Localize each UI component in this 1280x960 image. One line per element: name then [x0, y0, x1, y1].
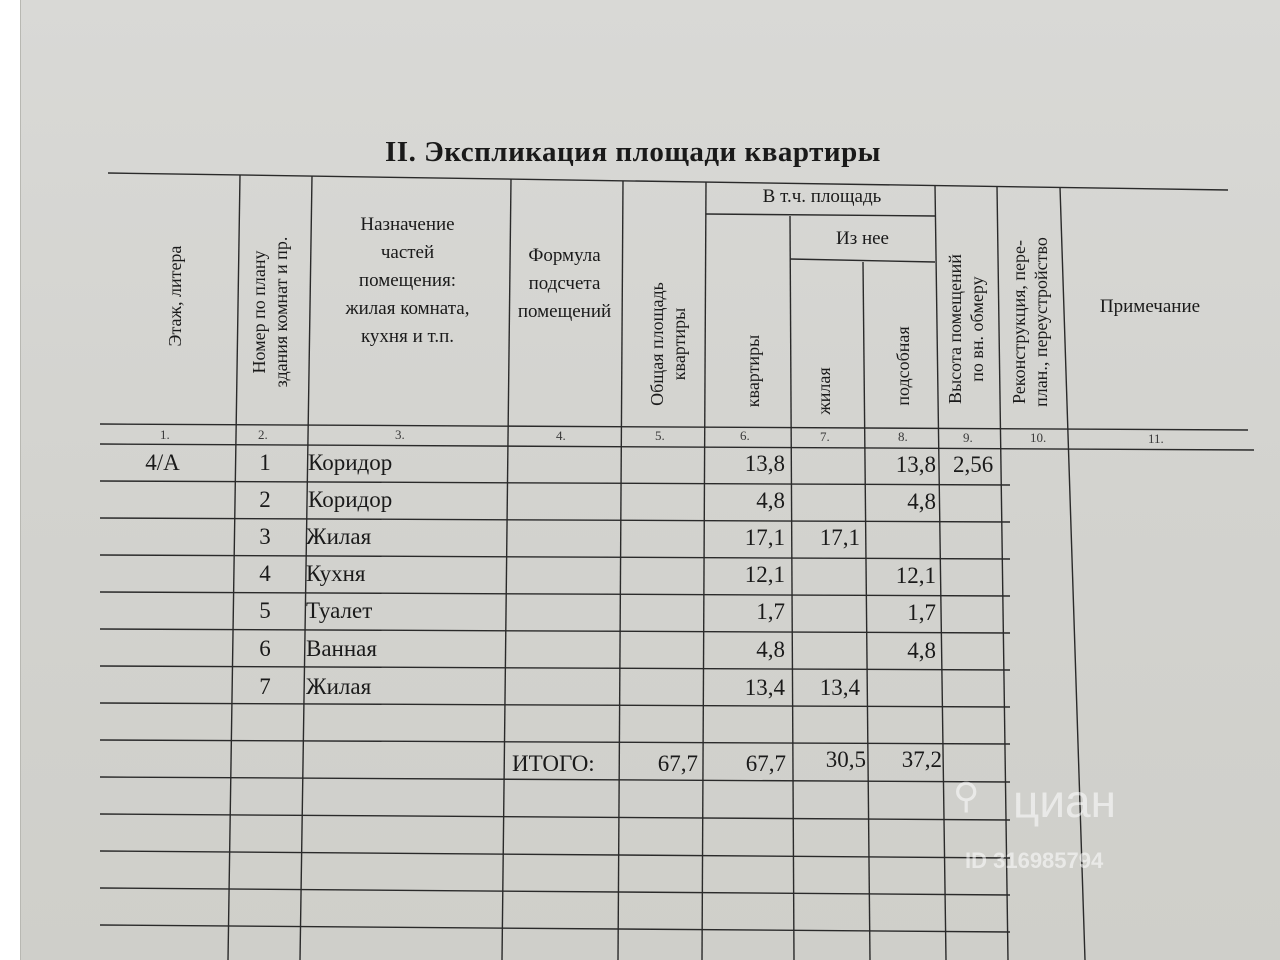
row-line	[100, 703, 1010, 707]
page-title: II. Экспликация площади квартиры	[385, 136, 881, 168]
col-number: 8.	[898, 429, 908, 444]
room-number-cell: 4	[259, 561, 271, 586]
row-line	[100, 481, 1010, 485]
apartment-area-cell: 4,8	[756, 637, 785, 662]
total-area-cell: 67,7	[657, 751, 698, 776]
room-name-cell: Коридор	[308, 450, 393, 475]
row-line	[100, 925, 1010, 932]
row-line	[100, 592, 1010, 596]
row-line	[100, 851, 1010, 858]
subgroup-divider-line	[790, 259, 935, 262]
row-line	[100, 888, 1010, 895]
column-line	[228, 175, 240, 960]
room-name-cell: Кухня	[306, 561, 366, 586]
room-number-cell: 7	[259, 674, 271, 699]
header-room-number: Номер по плану здания комнат и пр.	[249, 236, 291, 388]
header-reconstruction: Реконструкция, пере- план., переустройство	[1009, 237, 1051, 407]
apartment-area-cell: 17,1	[744, 525, 785, 550]
room-name-cell: Коридор	[308, 487, 393, 512]
row-line	[100, 629, 1010, 633]
room-name-cell: Жилая	[306, 524, 372, 549]
room-number-cell: 5	[259, 598, 271, 623]
row-line	[100, 555, 1010, 559]
auxiliary-area-cell: 4,8	[907, 638, 936, 663]
row-line	[100, 666, 1010, 670]
watermark	[935, 770, 1165, 880]
row-line	[100, 814, 1010, 820]
apartment-area-cell: 13,8	[744, 451, 785, 476]
total-living-cell: 30,5	[825, 747, 866, 772]
col-number: 6.	[740, 428, 750, 443]
room-number-cell: 1	[259, 450, 271, 475]
header-formula: Формула подсчета помещений	[517, 245, 612, 322]
total-auxiliary-cell: 37,2	[901, 747, 942, 772]
room-number-cell: 6	[259, 636, 271, 661]
apartment-area-cell: 13,4	[744, 675, 785, 700]
total-apartment-cell: 67,7	[745, 751, 786, 776]
living-area-cell: 13,4	[819, 675, 860, 700]
row-line	[100, 740, 1010, 744]
watermark-brand: циан	[1013, 775, 1117, 827]
auxiliary-area-cell: 1,7	[907, 600, 936, 625]
col-number: 1.	[160, 427, 170, 442]
col-number: 9.	[963, 430, 973, 445]
column-line	[702, 182, 706, 960]
room-number-cell: 2	[259, 487, 271, 512]
col-number: 10.	[1030, 430, 1047, 445]
floor-cell: 4/А	[145, 450, 180, 475]
column-line	[502, 179, 511, 960]
col-number: 4.	[556, 428, 566, 443]
header-floor: Этаж, литера	[165, 245, 185, 347]
room-name-cell: Ванная	[306, 636, 377, 661]
total-label: ИТОГО:	[512, 751, 595, 776]
height-cell: 2,56	[953, 452, 994, 477]
auxiliary-area-cell: 12,1	[895, 563, 936, 588]
row-line	[100, 518, 1010, 522]
col-number: 2.	[258, 427, 268, 442]
room-number-cell: 3	[259, 524, 271, 549]
col-number: 3.	[395, 427, 405, 442]
apartment-area-cell: 12,1	[744, 562, 785, 587]
apartment-area-cell: 1,7	[756, 599, 785, 624]
header-total-area: Общая площадь квартиры	[647, 282, 689, 406]
col-number: 7.	[820, 429, 830, 444]
header-auxiliary: подсобная	[893, 326, 913, 406]
group-divider-line	[706, 214, 935, 216]
room-name-cell: Жилая	[306, 674, 372, 699]
header-living: жилая	[814, 367, 834, 415]
col-number: 11.	[1148, 431, 1164, 446]
room-name-cell: Туалет	[306, 598, 373, 623]
header-purpose: Назначение частей помещения: жилая комната, кухня и т.п.	[345, 214, 470, 347]
header-height: Высота помещений по вн. обмеру	[945, 254, 987, 404]
header-note: Примечание	[1099, 296, 1201, 317]
header-apartment: квартиры	[743, 334, 763, 408]
auxiliary-area-cell: 13,8	[895, 452, 936, 477]
header-subgroup: Из нее	[835, 228, 889, 249]
col-number: 5.	[655, 428, 665, 443]
column-line	[790, 216, 794, 960]
column-line	[618, 181, 623, 960]
apartment-area-cell: 4,8	[756, 488, 785, 513]
auxiliary-area-cell: 4,8	[907, 489, 936, 514]
watermark-id: ID 316985794	[965, 848, 1104, 873]
location-pin-icon: ⚲	[953, 776, 980, 816]
living-area-cell: 17,1	[819, 525, 860, 550]
header-group-area: В т.ч. площадь	[762, 186, 882, 207]
